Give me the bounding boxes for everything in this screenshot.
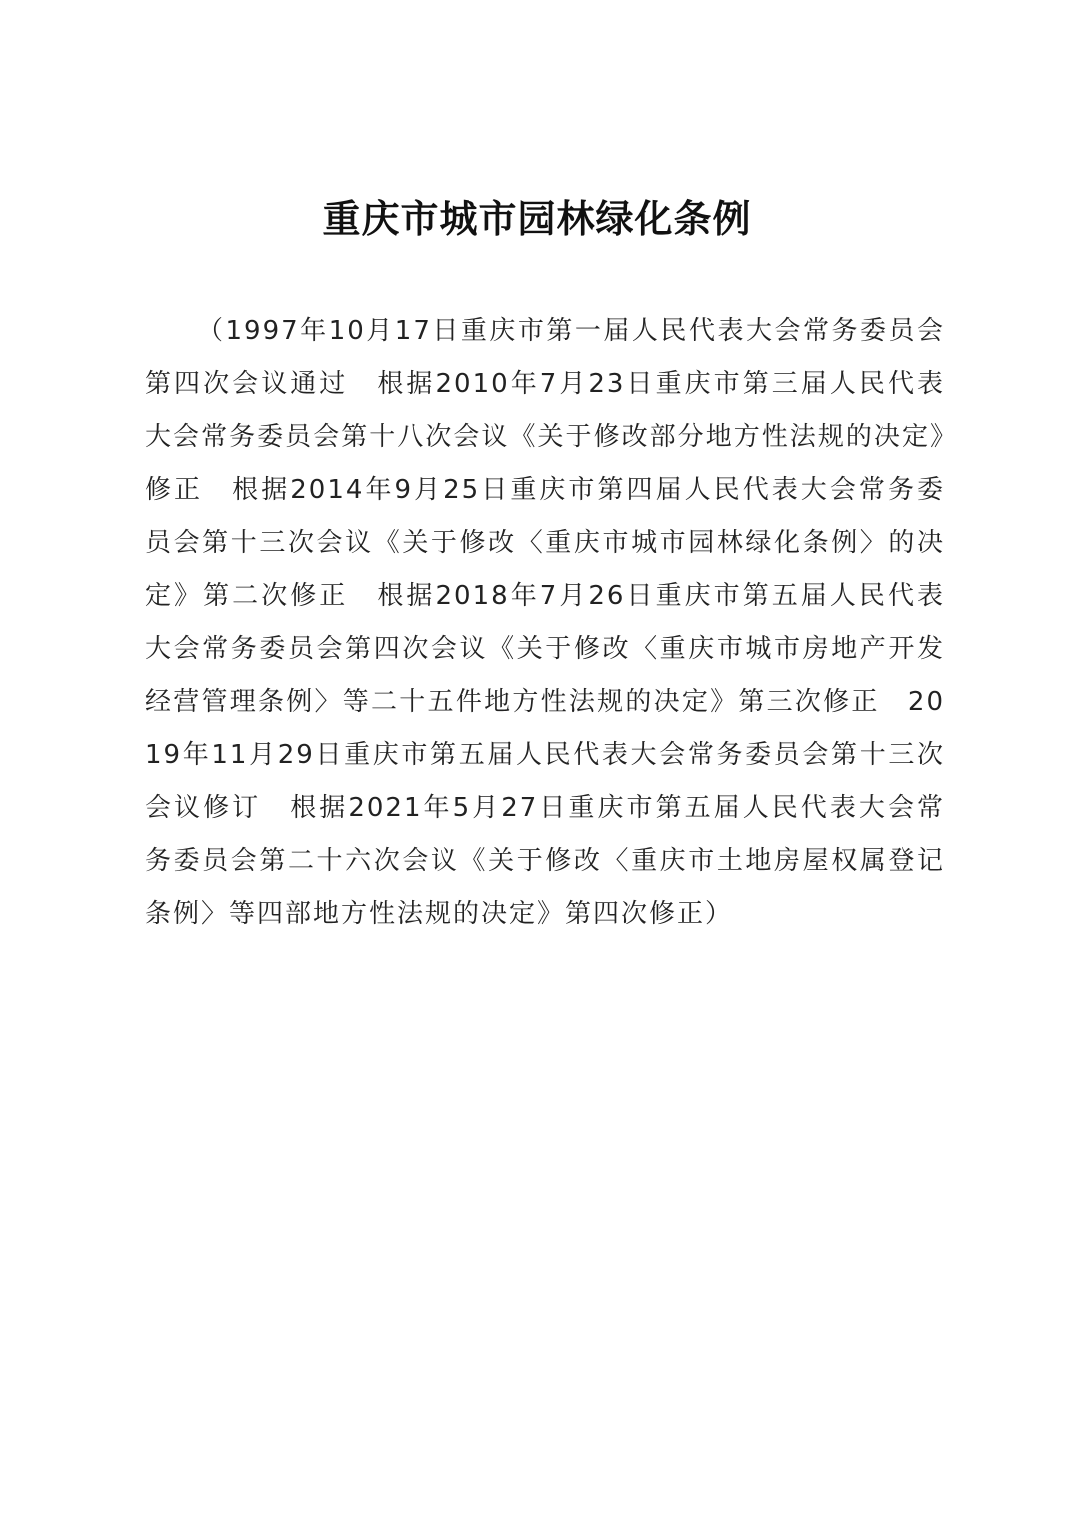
legislative-history-note: （1997年10月17日重庆市第一届人民代表大会常务委员会第四次会议通过 根据2010年7月23日重庆市第三届人民代表大会常务委员会第十八次会议《关于修改部分地方性法规的决定》修正 根据2014年9月25日重庆市第四届人民代表大会常务委员会第十三次会议《关于修改〈重庆市城市园林绿化条例〉的决定》第二次修正 根据2018年7月26日重庆市第五届人民代表大会常务委员会第四次会议《关于修改〈重庆市城市房地产开发经营管理条例〉等二十五件地方性法规的决定》第三次修正 2019年11月29日重庆市第五届人民代表大会常务委员会第十三次会议修订 根据2021年5月27日重庆市第五届人民代表大会常务委员会第二十六次会议《关于修改〈重庆市土地房屋权属登记条例〉等四部地方性法规的决定》第四次修正）: [145, 316, 945, 929]
document-title: 重庆市城市园林绿化条例: [322, 196, 752, 241]
